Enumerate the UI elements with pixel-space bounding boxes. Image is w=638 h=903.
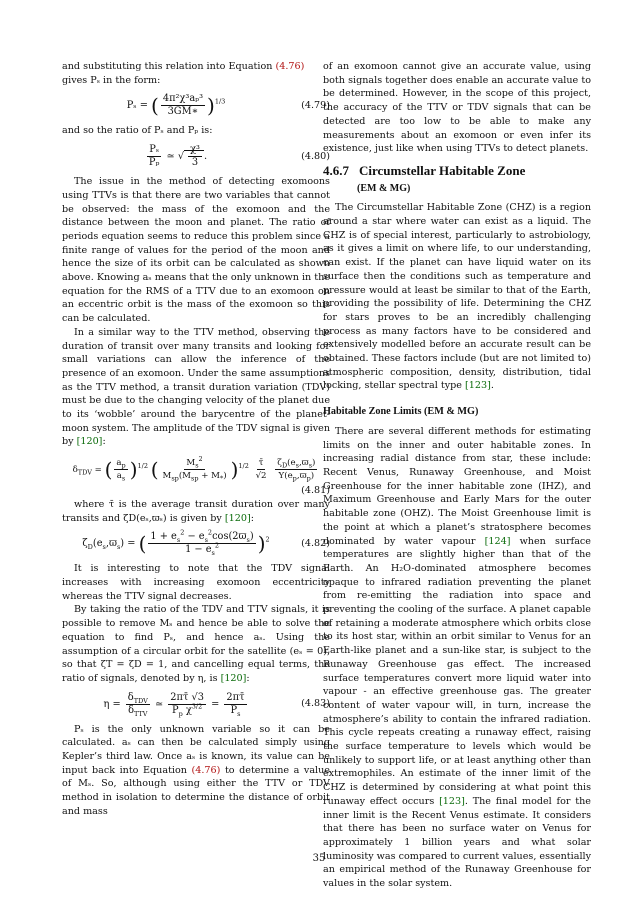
paragraph: There are several different methods for estimating limits on the inner and outer habitable zones. In increasing radial distance from star, these include: Recent Venus, Runaway Greenhouse, and Moist Greenhouse for the inner habitable zone (IHZ), and Maximum Greenhouse and Early Mars for the outer habitable zone (OHZ). The Moist Greenhouse limit is the point at which a planet’s stratosphere becomes dominated by water vapour [124] when surface temperatures are slightly higher than that of the Earth. An H₂O-dominated atmosphere becomes opaque to infrared radiation preventing the planet from re-emitting the radiation into space and preventing the cooling of the surface. A planet capable of retaining a moderate atmosphere which orbits close to its host star, within an orbit similar to Venus for an Earth-like planet and a sun-like star, is subject to the Runaway Greenhouse gas effect. The increased surface temperatures convert more liquid water into vapour - an effective greenhouse gas. The greater content of water vapour will, in turn, increase the atmosphere’s ability to contain the infrared radiation. This cycle repeats creating a runaway effect, raising the surface temperature to levels which would be unlikely to support life, or at least anything other than extremophiles. An estimate of the inner limit of the CHZ is determined by considering at what point this runaway effect occurs [123]. The final model for the inner limit is the Recent Venus estimate. It considers that there has been no surface water on Venus for approximately 1 billion years and what solar luminosity was compared to current values, essentially an empirical method of the Runaway Greenhouse for values in the solar system. (323, 425, 591, 890)
equation-4-80: $\frac{\text{Pₛ}}{\text{Pₚ}}$ ≃ √ $\frac{\text{χ³}}{3}$ . (4.80) (148, 144, 330, 169)
page-number: 35 (312, 853, 326, 864)
citation-link[interactable]: [120] (76, 436, 103, 448)
paragraph: and substituting this relation into Equation (4.76) gives Pₛ in the form: (62, 61, 305, 86)
equation-number: (4.79) (301, 100, 330, 112)
citation-link[interactable]: [123] (465, 380, 491, 392)
paragraph: and so the ratio of Pₛ and Pₚ is: (62, 125, 213, 137)
section-number: 4.6.7 (323, 162, 349, 178)
subsection-heading: Habitable Zone Limits (EM & MG) (323, 406, 479, 418)
right-column (323, 60, 591, 891)
paragraph: The issue in the method of detecting exomoons using TTVs is that there are two variables that cannot be observed: the mass of the exomoon and the distance between the moon and planet. The ratio of periods equation seems to reduce this problem since a finite range of values for the period of the moon and hence the size of its orbit can be calculated as shown above. Knowing aₛ means that the only unknown in the equation for the RMS of a TTV due to an exomoon on an eccentric orbit is the mass of the exomoon so this can be calculated. (62, 176, 330, 325)
equation-reference-link[interactable]: (4.76) (191, 764, 221, 776)
section-title: Circumstellar Habitable Zone (359, 162, 526, 178)
section-heading (323, 164, 591, 195)
paragraph: of an exomoon cannot give an accurate value, using both signals together does enable an accurate value to be determined. However, in the scope of this project, the accuracy of the TTV or TDV signals that can be detected are too low to be able to make any measurements about an exomoon or even infer its existence, just like when using TTVs to detect planets. (323, 61, 591, 155)
paragraph: where τ̄ is the average transit duration over many transits and ζD(eₛ,ϖₛ) is given by [120]: (62, 498, 330, 524)
paragraph: In a similar way to the TTV method, observing the duration of transit over many transits and looking for small variations can allow the inference of the presence of an exomoon. Under the same assumptions as the TTV method, a transit duration variation (TDV) must be due to the changing velocity of the planet due to its ‘wobble’ around the barycentre of the planet-moon system. The amplitude of the TDV signal is given by [120]: (62, 326, 330, 448)
paragraph: By taking the ratio of the TDV and TTV signals, it is possible to remove Mₛ and hence be able to solve the equation to find Pₛ, and hence aₛ. Using the assumption of a circular orbit for the satellite (eₛ = 0), so that ζT = ζD = 1, and cancelling equal terms, the ratio of signals, denoted by η, is [120]: (62, 604, 330, 684)
equation-number: (4.83) (301, 698, 330, 710)
citation-link[interactable]: [123] (439, 795, 465, 807)
citation-link[interactable]: [120] (220, 672, 247, 684)
equation-number: (4.81) (301, 485, 330, 497)
equation-number: (4.80) (301, 150, 330, 162)
section-authors: (EM & MG) (357, 182, 411, 194)
citation-link[interactable]: [124] (484, 535, 511, 547)
paragraph: The Circumstellar Habitable Zone (CHZ) is a region around a star where water can exist as a liquid. The CHZ is of special interest, particularly to astrobiology, as it gives a limit on where life, to our understanding, can exist. If the planet can have liquid water on its surface then the conditions such as temperature and pressure would at least be similar to that of the Earth, providing the possibility of life. Determining the CHZ for stars proves to be an incredibly challenging process as many factors have to be considered and extensively modelled before an accurate result can be obtained. These factors include (but are not limited to) atmospheric composition, density, distribution, tidal locking, stellar spectral type [123]. (323, 202, 591, 392)
paragraph: It is interesting to note that the TDV signal increases with increasing exomoon eccentricity whereas the TTV signal decreases. (62, 563, 330, 602)
equation-4-82: $\zeta_D(e_s,ϖ_s)$ = ( $\frac{1 + e_s^2 - e_s^2\cos(2ϖ_s)}{1 - e_s^2}$ )$^2$ (4.82) (82, 529, 330, 558)
left-column (62, 60, 330, 819)
paragraph: Pₛ is the only unknown variable so it can be calculated. aₛ can then be calculated simply using Kepler’s third law. Once aₛ is known, its value can be input back into Equation (4.76) to determine a value of Mₛ. So, although using either the TTV or TDV method in isolation to determine the distance of orbit and mass (62, 723, 330, 817)
citation-link[interactable]: [120] (224, 512, 251, 524)
equation-4-83: η = $\frac{\delta_{TDV}}{\delta_{TTV}}$ ≃ $\frac{2\pi\taū √3}{P_p \chi^{3/2}}$ = $\frac{2\pi\taū}{P_s}$ (4.83) (103, 691, 330, 718)
equation-4-79: Pₛ = ( $\frac{\text{4π²χ³aₚ³}}{3GM∗}$ )$^{1/3}$ (4.79) (126, 93, 330, 118)
equation-4-81: $\delta_{TDV}$ = ( $\frac{a_p}{a_s}$ )$^{1/2}$ ( $\frac{M_s^2}{M_{sp}(M_{sp} + M_*)}$ )$^{1/2}$ $\frac{\taū}{√2}$ $\frac{\zeta_D(e_s,ϖ_s)}{\Upsilon(e_p,ϖ_p)}$ (72, 455, 316, 483)
equation-reference-link[interactable]: (4.76) (275, 61, 305, 72)
equation-number: (4.82) (301, 537, 330, 549)
